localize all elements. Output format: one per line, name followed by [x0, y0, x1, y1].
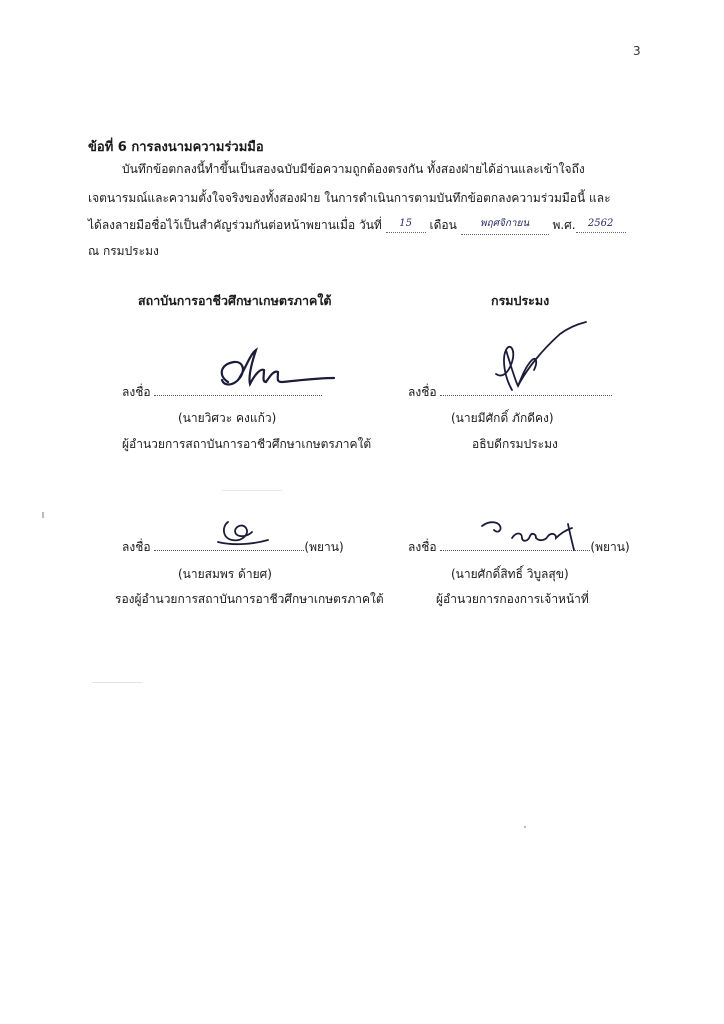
left-witness-signature-image	[214, 512, 274, 552]
scan-speck	[92, 682, 142, 683]
year-label: พ.ศ.	[552, 218, 576, 232]
paragraph-line-4: ณ กรมประมง	[88, 244, 159, 258]
paragraph-line-3	[88, 216, 626, 235]
left-witness-name: (นายสมพร ด้ายศ)	[178, 567, 272, 581]
witness-label: (พยาน)	[304, 540, 344, 554]
month-handwritten: พฤศจิกายน	[480, 218, 530, 229]
scan-speck	[42, 512, 44, 518]
right-witness-name: (นายศักดิ์สิทธิ์ วิบูลสุข)	[451, 567, 569, 581]
paragraph-line-2: เจตนารมณ์และความตั้งใจจริงของทั้งสองฝ่าย ในการดำเนินการตามบันทึกข้อตกลงความร่วมมือนี้ และ	[88, 191, 611, 205]
right-main-signatory-title: อธิบดีกรมประมง	[472, 437, 558, 451]
month-label: เดือน	[429, 218, 457, 232]
date-prefix: ได้ลงลายมือชื่อไว้เป็นสำคัญร่วมกันต่อหน้าพยานเมื่อ วันที่	[88, 218, 382, 232]
paragraph-line-1: บันทึกข้อตกลงนี้ทำขึ้นเป็นสองฉบับมีข้อความถูกต้องตรงกัน ทั้งสองฝ่ายได้อ่านและเข้าใจถึง	[122, 162, 585, 176]
sign-label: ลงชื่อ	[122, 540, 151, 554]
right-main-signatory-name: (นายมีศักดิ์ ภักดีคง)	[451, 411, 554, 425]
right-main-signature-image	[482, 320, 592, 398]
sign-label: ลงชื่อ	[408, 385, 437, 399]
right-org-heading: กรมประมง	[491, 293, 550, 308]
scan-speck	[222, 490, 282, 491]
scan-speck	[524, 826, 526, 828]
left-main-signatory-name: (นายวิศวะ คงแก้ว)	[178, 411, 277, 425]
year-handwritten: 2562	[587, 218, 614, 229]
page-number: 3	[633, 44, 641, 58]
left-main-signatory-title: ผู้อำนวยการสถาบันการอาชีวศึกษาเกษตรภาคใต้	[122, 437, 372, 451]
year-field	[576, 218, 626, 233]
day-handwritten: 15	[399, 218, 413, 229]
left-main-signature-image	[198, 346, 338, 398]
sign-label: ลงชื่อ	[122, 385, 151, 399]
sign-label: ลงชื่อ	[408, 540, 437, 554]
left-witness-title: รองผู้อำนวยการสถาบันการอาชีวศึกษาเกษตรภาคใต้	[115, 592, 384, 606]
right-witness-title: ผู้อำนวยการกองการเจ้าหน้าที่	[436, 592, 589, 606]
section-heading: ข้อที่ 6 การลงนามความร่วมมือ	[88, 140, 264, 155]
day-field	[386, 218, 426, 233]
right-witness-signature-image	[476, 516, 596, 552]
witness-label: (พยาน)	[590, 540, 630, 554]
month-field	[461, 218, 549, 235]
left-org-heading: สถาบันการอาชีวศึกษาเกษตรภาคใต้	[138, 293, 332, 308]
